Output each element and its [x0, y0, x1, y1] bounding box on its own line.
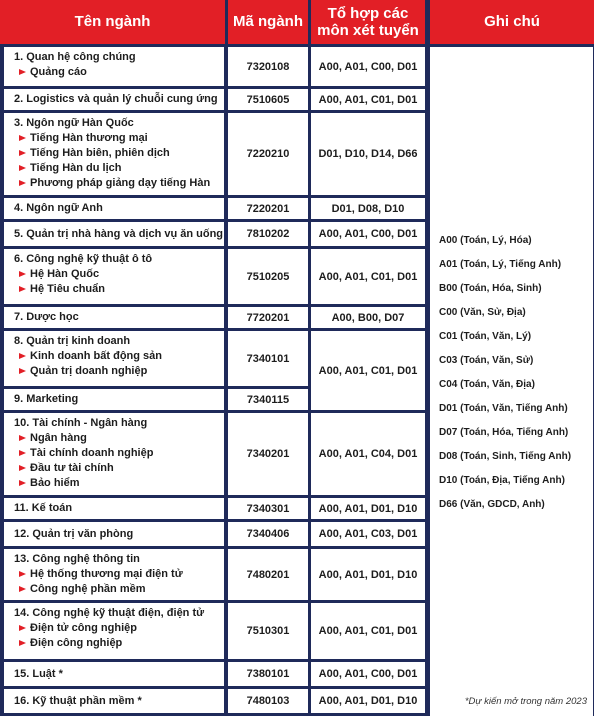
combo-legend-item: C00 (Văn, Sử, Địa) — [439, 307, 526, 318]
major-code-cell: 7480103 — [228, 689, 308, 713]
header-subject-combos: Tổ hợp các môn xét tuyển — [311, 0, 425, 44]
major-name-cell — [4, 113, 224, 195]
combo-legend-item: D66 (Văn, GDCD, Anh) — [439, 499, 545, 510]
subject-combo-cell: A00, A01, C04, D01 — [311, 413, 425, 495]
notes-column — [430, 47, 593, 716]
combo-legend-item: C01 (Toán, Văn, Lý) — [439, 331, 532, 342]
subject-combo-cell: D01, D08, D10 — [311, 198, 425, 219]
specialization-item: Quảng cáo — [14, 65, 224, 80]
major-name-cell — [4, 198, 224, 219]
major-name-cell — [4, 222, 224, 246]
specialization-item: Đầu tư tài chính — [14, 461, 224, 476]
major-code-cell: 7510301 — [228, 603, 308, 659]
subject-combo-cell: A00, A01, D01, D10 — [311, 689, 425, 713]
major-title: 12. Quản trị văn phòng — [14, 527, 134, 540]
major-code-cell: 7340301 — [228, 498, 308, 519]
specialization-item: Hệ thống thương mại điện tử — [14, 567, 224, 582]
combo-legend-item: D07 (Toán, Hóa, Tiếng Anh) — [439, 427, 569, 438]
major-title: 1. Quan hệ công chúng — [14, 51, 136, 63]
major-title: 3. Ngôn ngữ Hàn Quốc — [14, 117, 134, 129]
combo-legend-item: C04 (Toán, Văn, Địa) — [439, 379, 535, 390]
subject-combo-cell: A00, A01, C03, D01 — [311, 522, 425, 546]
subject-combo-cell: A00, A01, D01, D10 — [311, 498, 425, 519]
major-code-cell: 7220201 — [228, 198, 308, 219]
major-title: 6. Công nghệ kỹ thuật ô tô — [14, 253, 153, 265]
combo-legend-item: D01 (Toán, Văn, Tiếng Anh) — [439, 403, 568, 414]
subject-combo-cell: D01, D10, D14, D66 — [311, 113, 425, 195]
footnote: *Dự kiến mở trong năm 2023 — [464, 696, 587, 707]
subject-combo-cell: A00, A01, C01, D01 — [311, 331, 425, 410]
major-code-cell: 7340201 — [228, 413, 308, 495]
major-name-cell — [4, 47, 224, 86]
major-name-cell — [4, 549, 224, 600]
specialization-item: Tiếng Hàn du lịch — [14, 161, 224, 176]
major-title: 15. Luật * — [14, 667, 63, 680]
major-title: 8. Quản trị kinh doanh — [14, 335, 131, 347]
combo-legend-item: A00 (Toán, Lý, Hóa) — [439, 235, 532, 246]
major-name-cell — [4, 307, 224, 328]
specialization-item: Hệ Tiêu chuẩn — [14, 282, 224, 297]
major-name-cell — [4, 498, 224, 519]
major-code-cell: 7320108 — [228, 47, 308, 86]
header-major-name: Tên ngành — [0, 0, 225, 44]
major-code-cell: 7220210 — [228, 113, 308, 195]
major-name-cell — [4, 689, 224, 713]
subject-combo-cell: A00, B00, D07 — [311, 307, 425, 328]
major-title: 2. Logistics và quản lý chuỗi cung ứng — [14, 93, 218, 105]
major-title: 14. Công nghệ kỹ thuật điện, điện tử — [14, 607, 205, 619]
subject-combo-cell: A00, A01, C01, D01 — [311, 603, 425, 659]
major-code-cell: 7340406 — [228, 522, 308, 546]
combo-legend-item: A01 (Toán, Lý, Tiếng Anh) — [439, 259, 562, 270]
specialization-item: Bảo hiểm — [14, 476, 224, 491]
specialization-item: Tiếng Hàn biên, phiên dịch — [14, 146, 224, 161]
specialization-item: Điện công nghiệp — [14, 636, 224, 651]
major-title: 10. Tài chính - Ngân hàng — [14, 417, 148, 429]
major-code-cell: 7480201 — [228, 549, 308, 600]
specialization-item: Tiếng Hàn thương mại — [14, 131, 224, 146]
combo-legend-item: B00 (Toán, Hóa, Sinh) — [439, 283, 542, 294]
combo-legend-item: D08 (Toán, Sinh, Tiếng Anh) — [439, 451, 572, 462]
major-name-cell — [4, 89, 224, 110]
major-title: 4. Ngôn ngữ Anh — [14, 202, 103, 214]
major-title: 7. Dược học — [14, 311, 79, 323]
major-code-cell: 7340115 — [228, 389, 308, 410]
major-name-cell — [4, 389, 224, 410]
subject-combo-cell: A00, A01, C01, D01 — [311, 89, 425, 110]
major-code-cell: 7720201 — [228, 307, 308, 328]
subject-combo-cell: A00, A01, D01, D10 — [311, 549, 425, 600]
subject-combo-cell: A00, A01, C00, D01 — [311, 662, 425, 686]
major-code-cell: 7810202 — [228, 222, 308, 246]
major-title: 9. Marketing — [14, 393, 79, 405]
specialization-item: Ngân hàng — [14, 431, 224, 446]
major-name-cell — [4, 249, 224, 304]
major-code-cell: 7510205 — [228, 249, 308, 304]
specialization-item: Công nghệ phần mềm — [14, 582, 224, 597]
major-title: 5. Quản trị nhà hàng và dịch vụ ăn uống — [14, 227, 224, 240]
major-title: 16. Kỹ thuật phần mềm * — [14, 694, 142, 707]
specialization-item: Điện tử công nghiệp — [14, 621, 224, 636]
combo-legend-item: D10 (Toán, Địa, Tiếng Anh) — [439, 475, 565, 486]
subject-combo-cell: A00, A01, C00, D01 — [311, 47, 425, 86]
specialization-item: Quản trị doanh nghiệp — [14, 364, 224, 379]
subject-combo-cell: A00, A01, C01, D01 — [311, 249, 425, 304]
subject-combo-cell: A00, A01, C00, D01 — [311, 222, 425, 246]
major-code-cell: 7510605 — [228, 89, 308, 110]
header-notes: Ghi chú — [430, 0, 594, 44]
major-name-cell — [4, 603, 224, 659]
major-title: 13. Công nghệ thông tin — [14, 553, 140, 565]
major-title: 11. Kế toán — [14, 502, 73, 514]
major-code-cell: 7380101 — [228, 662, 308, 686]
specialization-item: Kinh doanh bất động sản — [14, 349, 224, 364]
major-name-cell — [4, 662, 224, 686]
specialization-item: Phương pháp giảng dạy tiếng Hàn — [14, 176, 224, 191]
major-code-cell: 7340101 — [228, 331, 308, 386]
specialization-item: Hệ Hàn Quốc — [14, 267, 224, 282]
combo-legend-item: C03 (Toán, Văn, Sử) — [439, 355, 534, 366]
major-name-cell — [4, 413, 224, 495]
major-name-cell — [4, 331, 224, 386]
major-name-cell — [4, 522, 224, 546]
header-major-code: Mã ngành — [228, 0, 308, 44]
specialization-item: Tài chính doanh nghiệp — [14, 446, 224, 461]
